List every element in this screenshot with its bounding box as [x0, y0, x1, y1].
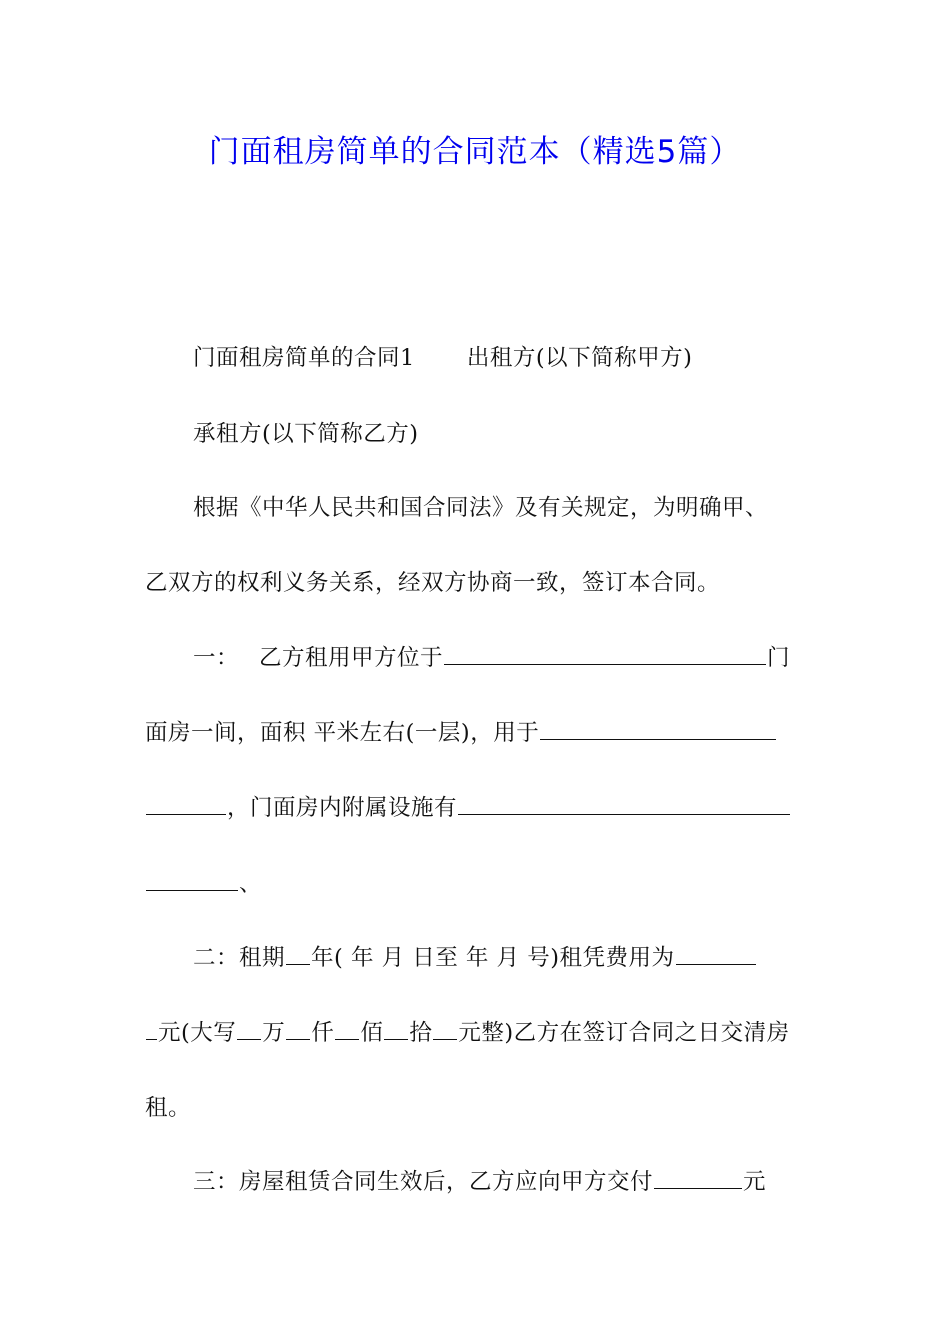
clause-2-term-dates: 年( 年 月 日至 年 月 号)租凭费用为	[311, 945, 675, 971]
bai-blank[interactable]	[335, 1017, 359, 1040]
rent-amount-blank[interactable]	[676, 942, 756, 965]
clause-2-lease-term: 二：租期	[193, 945, 286, 971]
facilities-blank-cont[interactable]	[146, 868, 238, 891]
clause-3-text: 三：房屋租赁合同生效后，乙方应向甲方交付	[193, 1169, 654, 1195]
contract-header-line	[193, 342, 692, 374]
clause-1-area-text: 面房一间，面积 平米左右(一层)，用于	[145, 720, 540, 746]
shi-blank[interactable]	[384, 1017, 408, 1040]
clause-2-end: 租。	[145, 1095, 192, 1121]
clause-3-line-1	[193, 1166, 766, 1198]
preamble-text-1: 根据《中华人民共和国合同法》及有关规定，为明确甲、	[193, 495, 769, 521]
clause-2-payment-text: 元整)乙方在签订合同之日交清房	[458, 1020, 790, 1046]
clause-1-line-1	[193, 642, 790, 674]
clause-1-text-end: 门	[767, 645, 791, 671]
clause-1-line-3	[145, 792, 791, 824]
clause-2-shi: 拾	[409, 1020, 433, 1046]
clause-2-line-1	[193, 942, 757, 974]
clause-1-text: 乙方租用甲方位于	[259, 645, 444, 671]
preamble-line-2	[145, 567, 720, 599]
clause-1-facilities-text: ，门面房内附属设施有	[227, 795, 458, 821]
clause-2-bai: 佰	[360, 1020, 384, 1046]
deposit-blank[interactable]	[654, 1166, 742, 1189]
document-title: 门面租房简单的合同范本（精选5篇）	[208, 134, 742, 170]
clause-2-line-2	[145, 1017, 790, 1049]
lessor-label: 出租方(以下简称甲方)	[466, 345, 693, 371]
qian-blank[interactable]	[286, 1017, 310, 1040]
section-heading: 门面租房简单的合同1	[193, 345, 415, 371]
wan-blank[interactable]	[237, 1017, 261, 1040]
clause-1-line-4	[145, 868, 262, 900]
rent-amount-blank-cont[interactable]	[146, 1017, 157, 1040]
usage-blank[interactable]	[540, 717, 776, 740]
clause-2-line-3	[145, 1092, 191, 1124]
preamble-line-1	[193, 492, 768, 524]
clause-1-line-2	[145, 717, 777, 749]
clause-2-qian: 仟	[311, 1020, 335, 1046]
location-blank[interactable]	[444, 642, 766, 665]
clause-2-yuan: 元(大写	[158, 1020, 237, 1046]
lessee-line	[193, 418, 419, 450]
term-years-blank[interactable]	[286, 942, 310, 965]
clause-1-enum-mark: 、	[239, 871, 263, 897]
preamble-text-2: 乙双方的权利义务关系，经双方协商一致，签订本合同。	[145, 570, 721, 596]
clause-1-number: 一：	[193, 645, 240, 671]
clause-3-yuan: 元	[743, 1169, 767, 1195]
clause-2-wan: 万	[262, 1020, 286, 1046]
usage-blank-cont[interactable]	[146, 792, 226, 815]
yuan-blank[interactable]	[433, 1017, 457, 1040]
facilities-blank[interactable]	[458, 792, 790, 815]
lessee-label: 承租方(以下简称乙方)	[193, 421, 419, 447]
